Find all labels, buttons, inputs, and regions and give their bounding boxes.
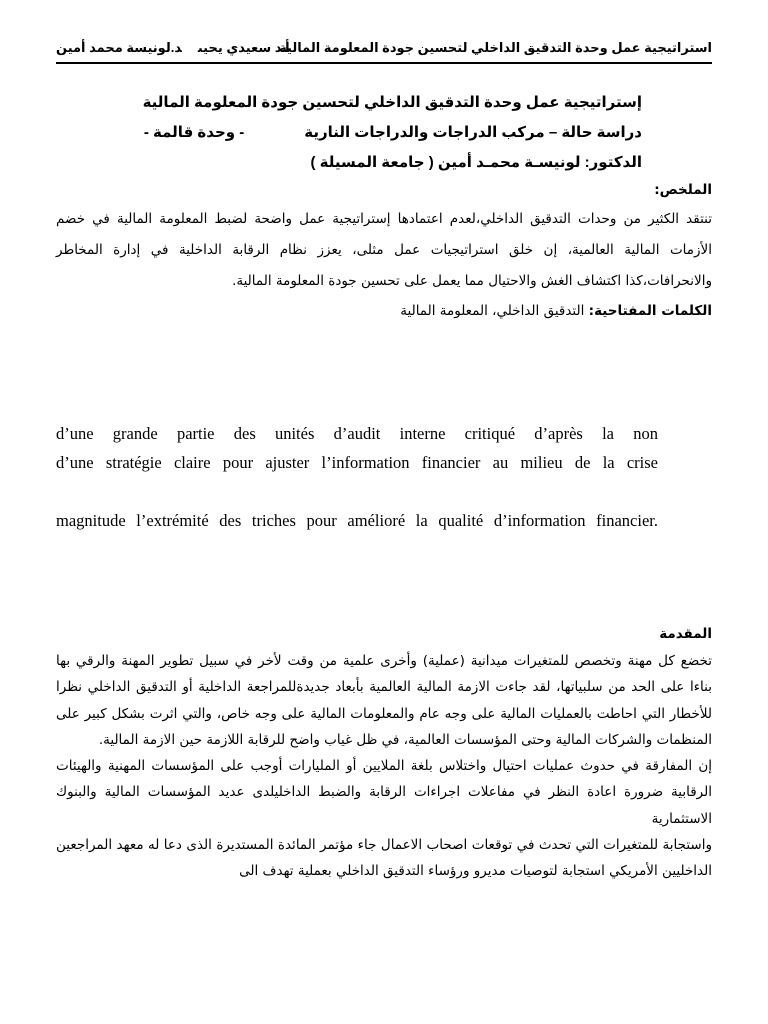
introduction-body [56, 648, 712, 885]
paper-title: إستراتيجية عمل وحدة التدقيق الداخلي لتحسين جودة المعلومة المالية [142, 94, 642, 111]
case-study: دراسة حالة – مركب الدراجات والدراجات النارية [304, 124, 642, 141]
author-line: الدكتور: لونيسـة محمـد أمين ( جامعة المسيلة ) [310, 154, 642, 171]
case-study-line [56, 118, 642, 148]
keywords-label: الكلمات المفتاحية: [588, 303, 712, 319]
case-study-location: - وحدة قالمة - [143, 124, 245, 141]
introduction-section [56, 620, 712, 885]
abstract-heading: الملخص: [654, 182, 712, 198]
intro-paragraph-1: تخضع كل مهنة وتخصص للمتغيرات ميدانية (عملية) وأخرى علمية من وقت لأخر في سبيل تطوير المهنة والرقي بها بناءا على الحد من سلبياتها، لقد جاءت الازمة المالية العالمية بأبعاد جديدةللمراجعة الداخلية أو التدقيق الداخلي نظرا للأخطار التي احاطت بالعمليات المالية على وجه عام والمعلومات المالية على وجه خاص، والتي اثرت بشكل كبير على المنظمات والشركات المالية وحتى المؤسسات العالمية، في ظل غياب واضح للرقابة اللازمة حين الازمة المالية. [56, 653, 712, 748]
author-saidi: أ.د سعيدي يحيى [197, 40, 290, 55]
author-lounissa: د.لونيسة محمد أمين [56, 40, 182, 55]
running-header-title: استراتيجية عمل وحدة التدقيق الداخلي لتحسين جودة المعلومة المالية [279, 40, 712, 55]
abstract-section [56, 176, 712, 325]
abstract-body: تنتقد الكثير من وحدات التدقيق الداخلي،لعدم اعتمادها إستراتيجية عمل واضحة لضبط المعلومة المالية في خضم الأزمات المالية العالمية، إن خلق استراتيجيات عمل مثلى، يعزز نظام الرقابة الداخلية في إدارة المخاطر والانحرافات،كذا اكتشاف الغش والاحتيال مما يعمل على تحسين جودة المعلومة المالية. [56, 211, 712, 289]
keywords-line [56, 297, 712, 325]
intro-paragraph-3: واستجابة للمتغيرات التي تحدث في توقعات اصحاب الاعمال جاء مؤتمر المائدة المستديرة الذى دعا له معهد المراجعين الداخليين الأمريكي استجابة لتوصيات مديرو ورؤساء التدقيق الداخلي بعملية تهدف الى [56, 837, 712, 880]
intro-paragraph-2: إن المفارقة في حدوث عمليات احتيال واختلاس بلغة الملايين أو المليارات أوجب على المؤسسات المهنية والهيئات الرقابية ضرورة اعادة النظر في مفاعلات اجراءات الرقابة والضبط الداخليلدى عديد المؤسسات المالية والبنوك الاستثمارية [56, 758, 712, 827]
keywords-text: التدقيق الداخلي، المعلومة المالية [400, 303, 585, 319]
introduction-heading: المقدمة [659, 626, 712, 642]
running-header [56, 38, 712, 64]
french-line-3: magnitude l’extrémité des triches pour amélioré la qualité d’information financier. [56, 511, 658, 530]
french-line-1: d’une grande partie des unités d’audit interne critiqué d’après la non [56, 424, 658, 443]
french-line-2: d’une stratégie claire pour ajuster l’information financier au milieu de la crise [56, 453, 658, 472]
title-block [56, 88, 642, 178]
running-header-authors [56, 40, 290, 56]
